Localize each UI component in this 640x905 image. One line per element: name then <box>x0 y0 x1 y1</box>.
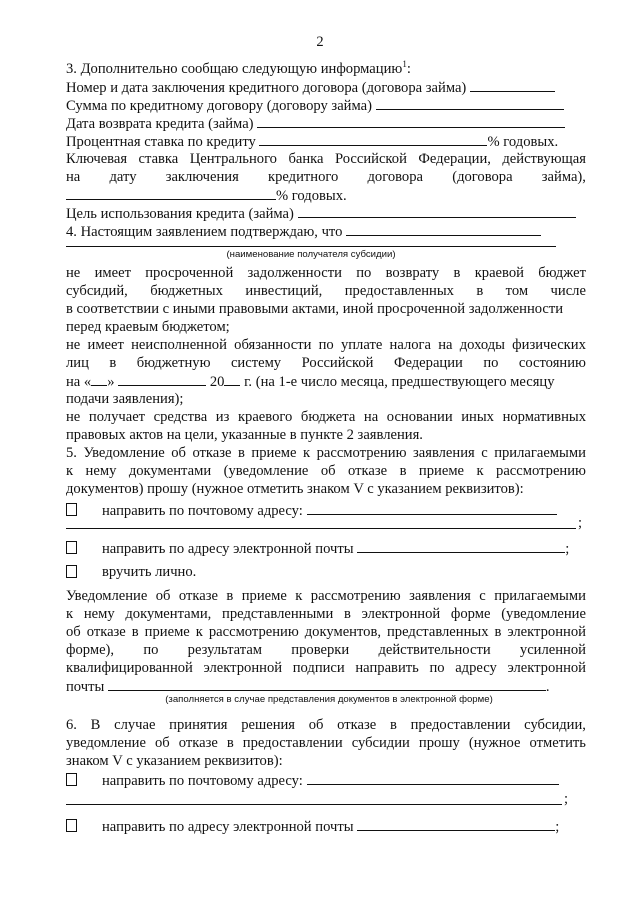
s5-electronic-line2: к нему документами, представленными в электронной форме (уведомление <box>66 606 586 622</box>
tax-line4: подачи заявления); <box>66 391 184 407</box>
s5-electronic-line1: Уведомление об отказе в приеме к рассмотрению заявления с прилагаемыми <box>66 588 586 604</box>
loan-amount-field[interactable] <box>376 96 564 110</box>
purpose-row: Цель использования кредита (займа) <box>66 204 576 223</box>
s6-post-row: направить по почтовому адресу: <box>102 771 559 790</box>
s5-electronic-line6: почты . <box>66 679 550 695</box>
section5-line1: 5. Уведомление об отказе в приеме к рассмотрению заявления с прилагаемыми <box>66 445 586 461</box>
recipient-rule <box>66 246 556 247</box>
s6-email-row: направить по адресу электронной почты ; <box>102 819 560 835</box>
s5-electronic-line4: форме), по результатам проверки действительности усиленной <box>66 642 586 658</box>
s5-post-semicolon: ; <box>578 515 583 531</box>
repay-date-field[interactable] <box>257 114 565 128</box>
s5-electronic-line5: квалифицированной электронной подписи направить по адресу электронной <box>66 660 586 676</box>
funds-line2: правовых актов на цели, указанные в пункте 2 заявления. <box>66 427 423 443</box>
tax-line1: не имеет неисполненной обязанности по уплате налога на доходы физических <box>66 337 586 353</box>
section3-heading: 3. Дополнительно сообщаю следующую информацию$^1$: <box>66 59 411 77</box>
interest-rate-field[interactable] <box>259 132 487 146</box>
s6-email-checkbox[interactable] <box>66 819 77 832</box>
s5-electronic-caption: (заполняется в случае представления документов в электронной форме) <box>165 694 493 705</box>
debt-line1: не имеет просроченной задолженности по возврату в краевой бюджет <box>66 265 586 281</box>
s5-email-row: направить по адресу электронной почты ; <box>102 541 570 557</box>
key-rate-line3: % годовых. <box>66 186 347 205</box>
s5-post-row: направить по почтовому адресу: <box>102 501 557 520</box>
repay-date-row: Дата возврата кредита (займа) <box>66 114 565 133</box>
s6-post-semicolon: ; <box>564 791 569 807</box>
s5-post-checkbox[interactable] <box>66 503 77 516</box>
debt-line3: в соответствии с иными правовыми актами, иной просроченной задолженности <box>66 301 564 317</box>
loan-amount-row: Сумма по кредитному договору (договору займа) <box>66 96 564 115</box>
tax-line2: лиц в бюджетную систему Российской Федерации по состоянию <box>66 355 586 371</box>
purpose-field[interactable] <box>298 204 576 218</box>
s5-post-address-field[interactable] <box>307 501 557 515</box>
s6-email-field[interactable] <box>357 817 555 831</box>
tax-line3: на « » 20 г. (на 1-е число месяца, предшествующего месяцу <box>66 374 555 390</box>
key-rate-field[interactable] <box>66 186 276 200</box>
page-number: 2 <box>316 34 324 50</box>
s5-electronic-email-field[interactable] <box>108 677 546 691</box>
recipient-field[interactable] <box>346 222 541 236</box>
section6-line3: знаком V с указанием реквизитов): <box>66 753 283 769</box>
key-rate-line1: Ключевая ставка Центрального банка Российской Федерации, действующая <box>66 151 586 167</box>
s5-personal-checkbox[interactable] <box>66 565 77 578</box>
key-rate-line2: на дату заключения кредитного договора (договора займа), <box>66 169 586 185</box>
section4-heading: 4. Настоящим заявлением подтверждаю, что <box>66 222 541 241</box>
s5-electronic-line3: об отказе в приеме к рассмотрению документов, представленных в электронной <box>66 624 586 640</box>
s6-post-address-rule2 <box>66 804 562 805</box>
tax-day-field[interactable] <box>91 372 107 386</box>
tax-year-field[interactable] <box>224 372 240 386</box>
s5-personal-label: вручить лично. <box>102 564 197 580</box>
debt-line4: перед краевым бюджетом; <box>66 319 230 335</box>
s5-email-field[interactable] <box>357 539 565 553</box>
loan-number-date-row: Номер и дата заключения кредитного договора (договора займа) <box>66 78 555 97</box>
recipient-caption: (наименование получателя субсидии) <box>226 249 396 260</box>
s5-post-address-rule2 <box>66 528 576 529</box>
s5-email-checkbox[interactable] <box>66 541 77 554</box>
tax-month-field[interactable] <box>118 372 206 386</box>
s6-post-checkbox[interactable] <box>66 773 77 786</box>
interest-rate-row: Процентная ставка по кредиту % годовых. <box>66 134 559 150</box>
funds-line1: не получает средства из краевого бюджета на основании иных нормативных <box>66 409 586 425</box>
s6-post-address-field[interactable] <box>307 771 559 785</box>
section6-line2: уведомление об отказе в предоставлении субсидии прошу (нужное отметить <box>66 735 586 751</box>
section5-line2: к нему документами (уведомление об отказе в приеме к рассмотрению <box>66 463 586 479</box>
section6-line1: 6. В случае принятия решения об отказе в предоставлении субсидии, <box>66 717 586 733</box>
debt-line2: субсидий, бюджетных инвестиций, предоставленных в том числе <box>66 283 586 299</box>
section5-line3: документов) прошу (нужное отметить знаком V с указанием реквизитов): <box>66 481 524 497</box>
loan-number-date-field[interactable] <box>470 78 555 92</box>
